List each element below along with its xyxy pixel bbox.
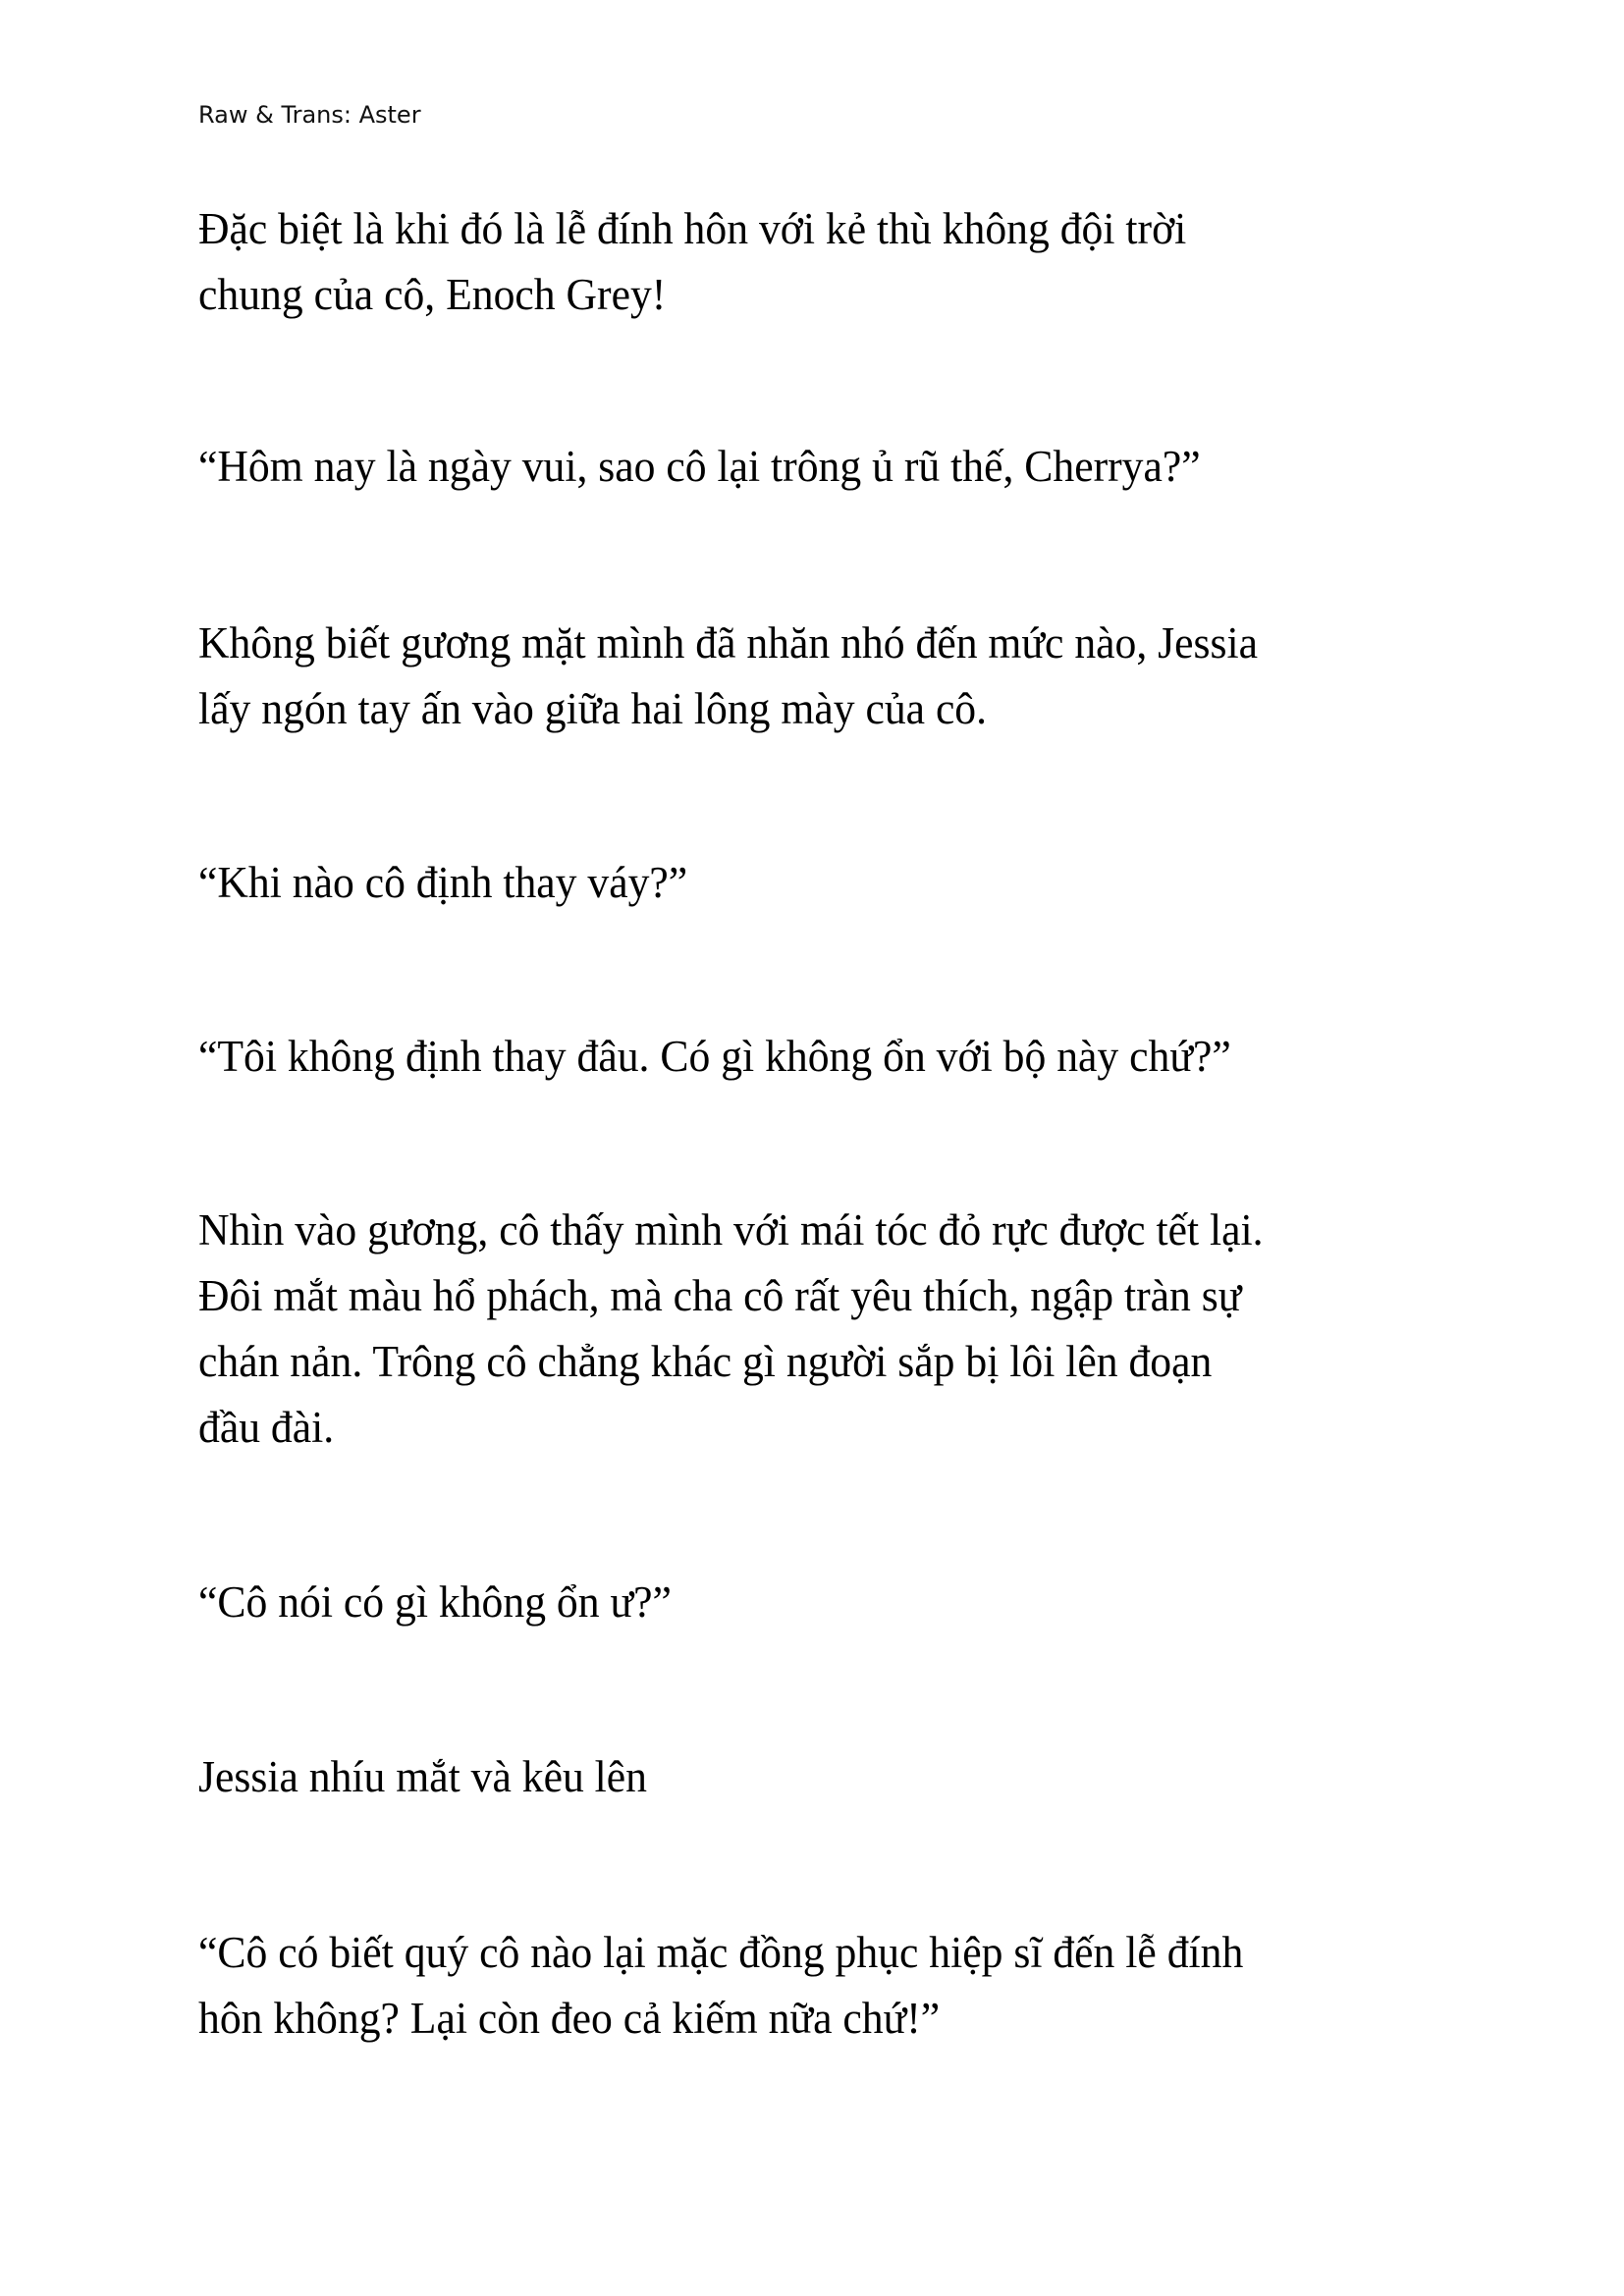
paragraph (198, 611, 1524, 742)
paragraph (198, 1198, 1524, 1461)
text-line: “Hôm nay là ngày vui, sao cô lại trông ủ rũ thế, Cherrya?” (198, 442, 1201, 491)
text-line: đầu đài. (198, 1403, 335, 1452)
paragraph (198, 434, 1524, 500)
text-line: “Cô có biết quý cô nào lại mặc đồng phục hiệp sĩ đến lễ đính (198, 1928, 1244, 1977)
text-line: “Cô nói có gì không ổn ư?” (198, 1577, 672, 1627)
paragraph (198, 196, 1524, 328)
text-line: hôn không? Lại còn đeo cả kiếm nữa chứ!” (198, 1994, 941, 2043)
paragraph (198, 1570, 1524, 1635)
text-line: lấy ngón tay ấn vào giữa hai lông mày của cô. (198, 684, 988, 733)
translator-credit: Raw & Trans: Aster (198, 101, 421, 129)
text-line: “Tôi không định thay đâu. Có gì không ổn với bộ này chứ?” (198, 1032, 1231, 1081)
text-line: Jessia nhíu mắt và kêu lên (198, 1752, 648, 1801)
text-line: Không biết gương mặt mình đã nhăn nhó đến mức nào, Jessia (198, 618, 1259, 667)
text-line: “Khi nào cô định thay váy?” (198, 858, 688, 907)
text-line: chung của cô, Enoch Grey! (198, 270, 667, 319)
text-line: Nhìn vào gương, cô thấy mình với mái tóc đỏ rực được tết lại. (198, 1205, 1264, 1255)
text-line: Đặc biệt là khi đó là lễ đính hôn với kẻ thù không đội trời (198, 204, 1187, 253)
paragraph (198, 850, 1524, 916)
paragraph (198, 1024, 1524, 1090)
paragraph (198, 1744, 1524, 1810)
text-line: chán nản. Trông cô chẳng khác gì người sắp bị lôi lên đoạn (198, 1337, 1213, 1386)
text-line: Đôi mắt màu hổ phách, mà cha cô rất yêu thích, ngập tràn sự (198, 1271, 1242, 1320)
paragraph (198, 1920, 1524, 2052)
